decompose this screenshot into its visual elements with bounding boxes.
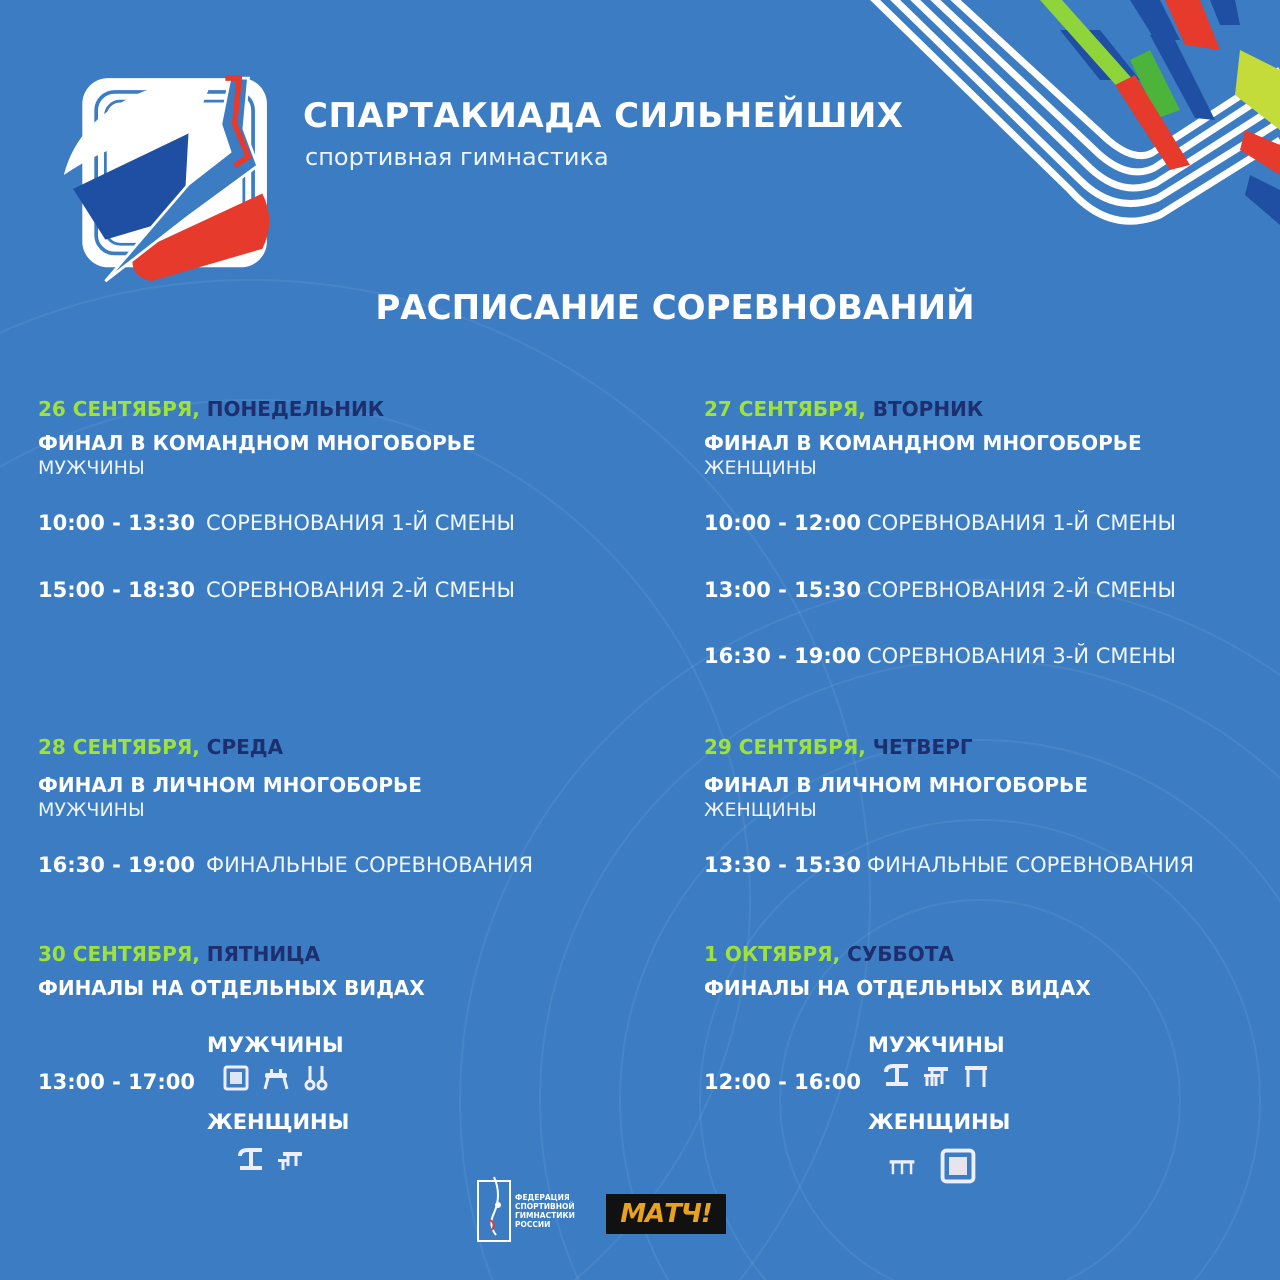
page-subtitle: спортивная гимнастика	[305, 143, 609, 171]
day-block-sep28	[38, 735, 533, 880]
floor-icon	[940, 1148, 976, 1184]
day-block-sep30	[38, 942, 425, 1000]
men-label: МУЖЧИНЫ	[207, 1033, 344, 1057]
event-title: ФИНАЛ В КОМАНДНОМ МНОГОБОРЬЕ	[704, 431, 1142, 455]
date-text: 26 СЕНТЯБРЯ,	[38, 397, 200, 421]
federation-line: РОССИИ	[515, 1220, 551, 1229]
session-time: 10:00 - 13:30	[38, 511, 196, 535]
session-desc: ФИНАЛЬНЫЕ СОРЕВНОВАНИЯ	[206, 853, 534, 877]
event-title: ФИНАЛЫ НА ОТДЕЛЬНЫХ ВИДАХ	[38, 976, 425, 1000]
schedule-heading: РАСПИСАНИЕ СОРЕВНОВАНИЙ	[375, 288, 975, 328]
apparatus-time: 12:00 - 16:00	[704, 1070, 862, 1094]
federation-name	[515, 1193, 575, 1229]
session-row	[704, 575, 1176, 605]
federation-line: СПОРТИВНОЙ	[515, 1202, 575, 1211]
session-time: 13:00 - 15:30	[704, 578, 862, 602]
session-row	[38, 850, 533, 880]
women-label: ЖЕНЩИНЫ	[868, 1110, 1011, 1134]
vault-icon	[276, 1146, 304, 1174]
weekday-text: ЧЕТВЕРГ	[872, 735, 973, 759]
day-block-sep29	[704, 735, 1194, 880]
federation-line: ФЕДЕРАЦИЯ	[515, 1193, 570, 1202]
floor-icon	[222, 1064, 250, 1092]
women-label: ЖЕНЩИНЫ	[207, 1110, 350, 1134]
session-time: 16:30 - 19:00	[704, 644, 862, 668]
date-text: 27 СЕНТЯБРЯ,	[704, 397, 866, 421]
page-title: СПАРТАКИАДА СИЛЬНЕЙШИХ	[303, 96, 904, 136]
day-date	[38, 397, 515, 421]
date-text: 1 ОКТЯБРЯ,	[704, 942, 841, 966]
session-row	[704, 508, 1176, 538]
session-row	[38, 508, 515, 538]
session-row	[38, 575, 515, 605]
session-row	[704, 850, 1194, 880]
event-title: ФИНАЛ В КОМАНДНОМ МНОГОБОРЬЕ	[38, 431, 476, 455]
date-text: 30 СЕНТЯБРЯ,	[38, 942, 200, 966]
session-time: 13:30 - 15:30	[704, 853, 862, 877]
track-lanes-decoration	[840, 0, 1280, 260]
event-gender: МУЖЧИНЫ	[38, 799, 145, 821]
session-time: 16:30 - 19:00	[38, 853, 196, 877]
day-block-sep27	[704, 397, 1176, 671]
women-apparatus-icons	[236, 1146, 304, 1174]
high-bar-icon	[962, 1062, 990, 1090]
day-date	[38, 735, 533, 759]
session-desc: СОРЕВНОВАНИЯ 2-Й СМЕНЫ	[206, 578, 516, 602]
event-gender: ЖЕНЩИНЫ	[704, 799, 817, 821]
rings-icon	[302, 1064, 330, 1092]
date-text: 28 СЕНТЯБРЯ,	[38, 735, 200, 759]
apparatus-time: 13:00 - 17:00	[38, 1070, 196, 1094]
session-desc: СОРЕВНОВАНИЯ 1-Й СМЕНЫ	[867, 511, 1177, 535]
day-date	[704, 942, 1091, 966]
session-row	[704, 641, 1176, 671]
day-date	[38, 942, 425, 966]
pommel-horse-icon	[262, 1064, 290, 1092]
men-apparatus-icons	[222, 1064, 330, 1092]
session-desc: СОРЕВНОВАНИЯ 1-Й СМЕНЫ	[206, 511, 516, 535]
match-tv-logo: МАТЧ!	[606, 1194, 726, 1234]
men-apparatus-icons	[882, 1062, 990, 1090]
event-gender: ЖЕНЩИНЫ	[704, 457, 817, 479]
uneven-bars-icon	[888, 1152, 916, 1180]
spartakiada-logo	[50, 55, 290, 295]
session-desc: СОРЕВНОВАНИЯ 3-Й СМЕНЫ	[867, 644, 1177, 668]
day-block-oct1	[704, 942, 1091, 1000]
vault-icon	[882, 1062, 910, 1090]
session-time: 10:00 - 12:00	[704, 511, 862, 535]
date-text: 29 СЕНТЯБРЯ,	[704, 735, 866, 759]
parallel-bars-icon	[922, 1062, 950, 1090]
day-date	[704, 735, 1194, 759]
event-gender: МУЖЧИНЫ	[38, 457, 145, 479]
event-title: ФИНАЛ В ЛИЧНОМ МНОГОБОРЬЕ	[704, 773, 1088, 797]
session-time: 15:00 - 18:30	[38, 578, 196, 602]
weekday-text: СУББОТА	[847, 942, 954, 966]
balance-beam-icon	[236, 1146, 264, 1174]
day-date	[704, 397, 1176, 421]
day-block-sep26	[38, 397, 515, 605]
event-title: ФИНАЛЫ НА ОТДЕЛЬНЫХ ВИДАХ	[704, 976, 1091, 1000]
session-desc: СОРЕВНОВАНИЯ 2-Й СМЕНЫ	[867, 578, 1177, 602]
event-title: ФИНАЛ В ЛИЧНОМ МНОГОБОРЬЕ	[38, 773, 422, 797]
men-label: МУЖЧИНЫ	[868, 1033, 1005, 1057]
weekday-text: ВТОРНИК	[872, 397, 984, 421]
weekday-text: ПОНЕДЕЛЬНИК	[206, 397, 385, 421]
weekday-text: ПЯТНИЦА	[206, 942, 321, 966]
session-desc: ФИНАЛЬНЫЕ СОРЕВНОВАНИЯ	[867, 853, 1195, 877]
weekday-text: СРЕДА	[206, 735, 284, 759]
federation-line: ГИМНАСТИКИ	[515, 1211, 575, 1220]
women-apparatus-icons	[888, 1148, 976, 1184]
